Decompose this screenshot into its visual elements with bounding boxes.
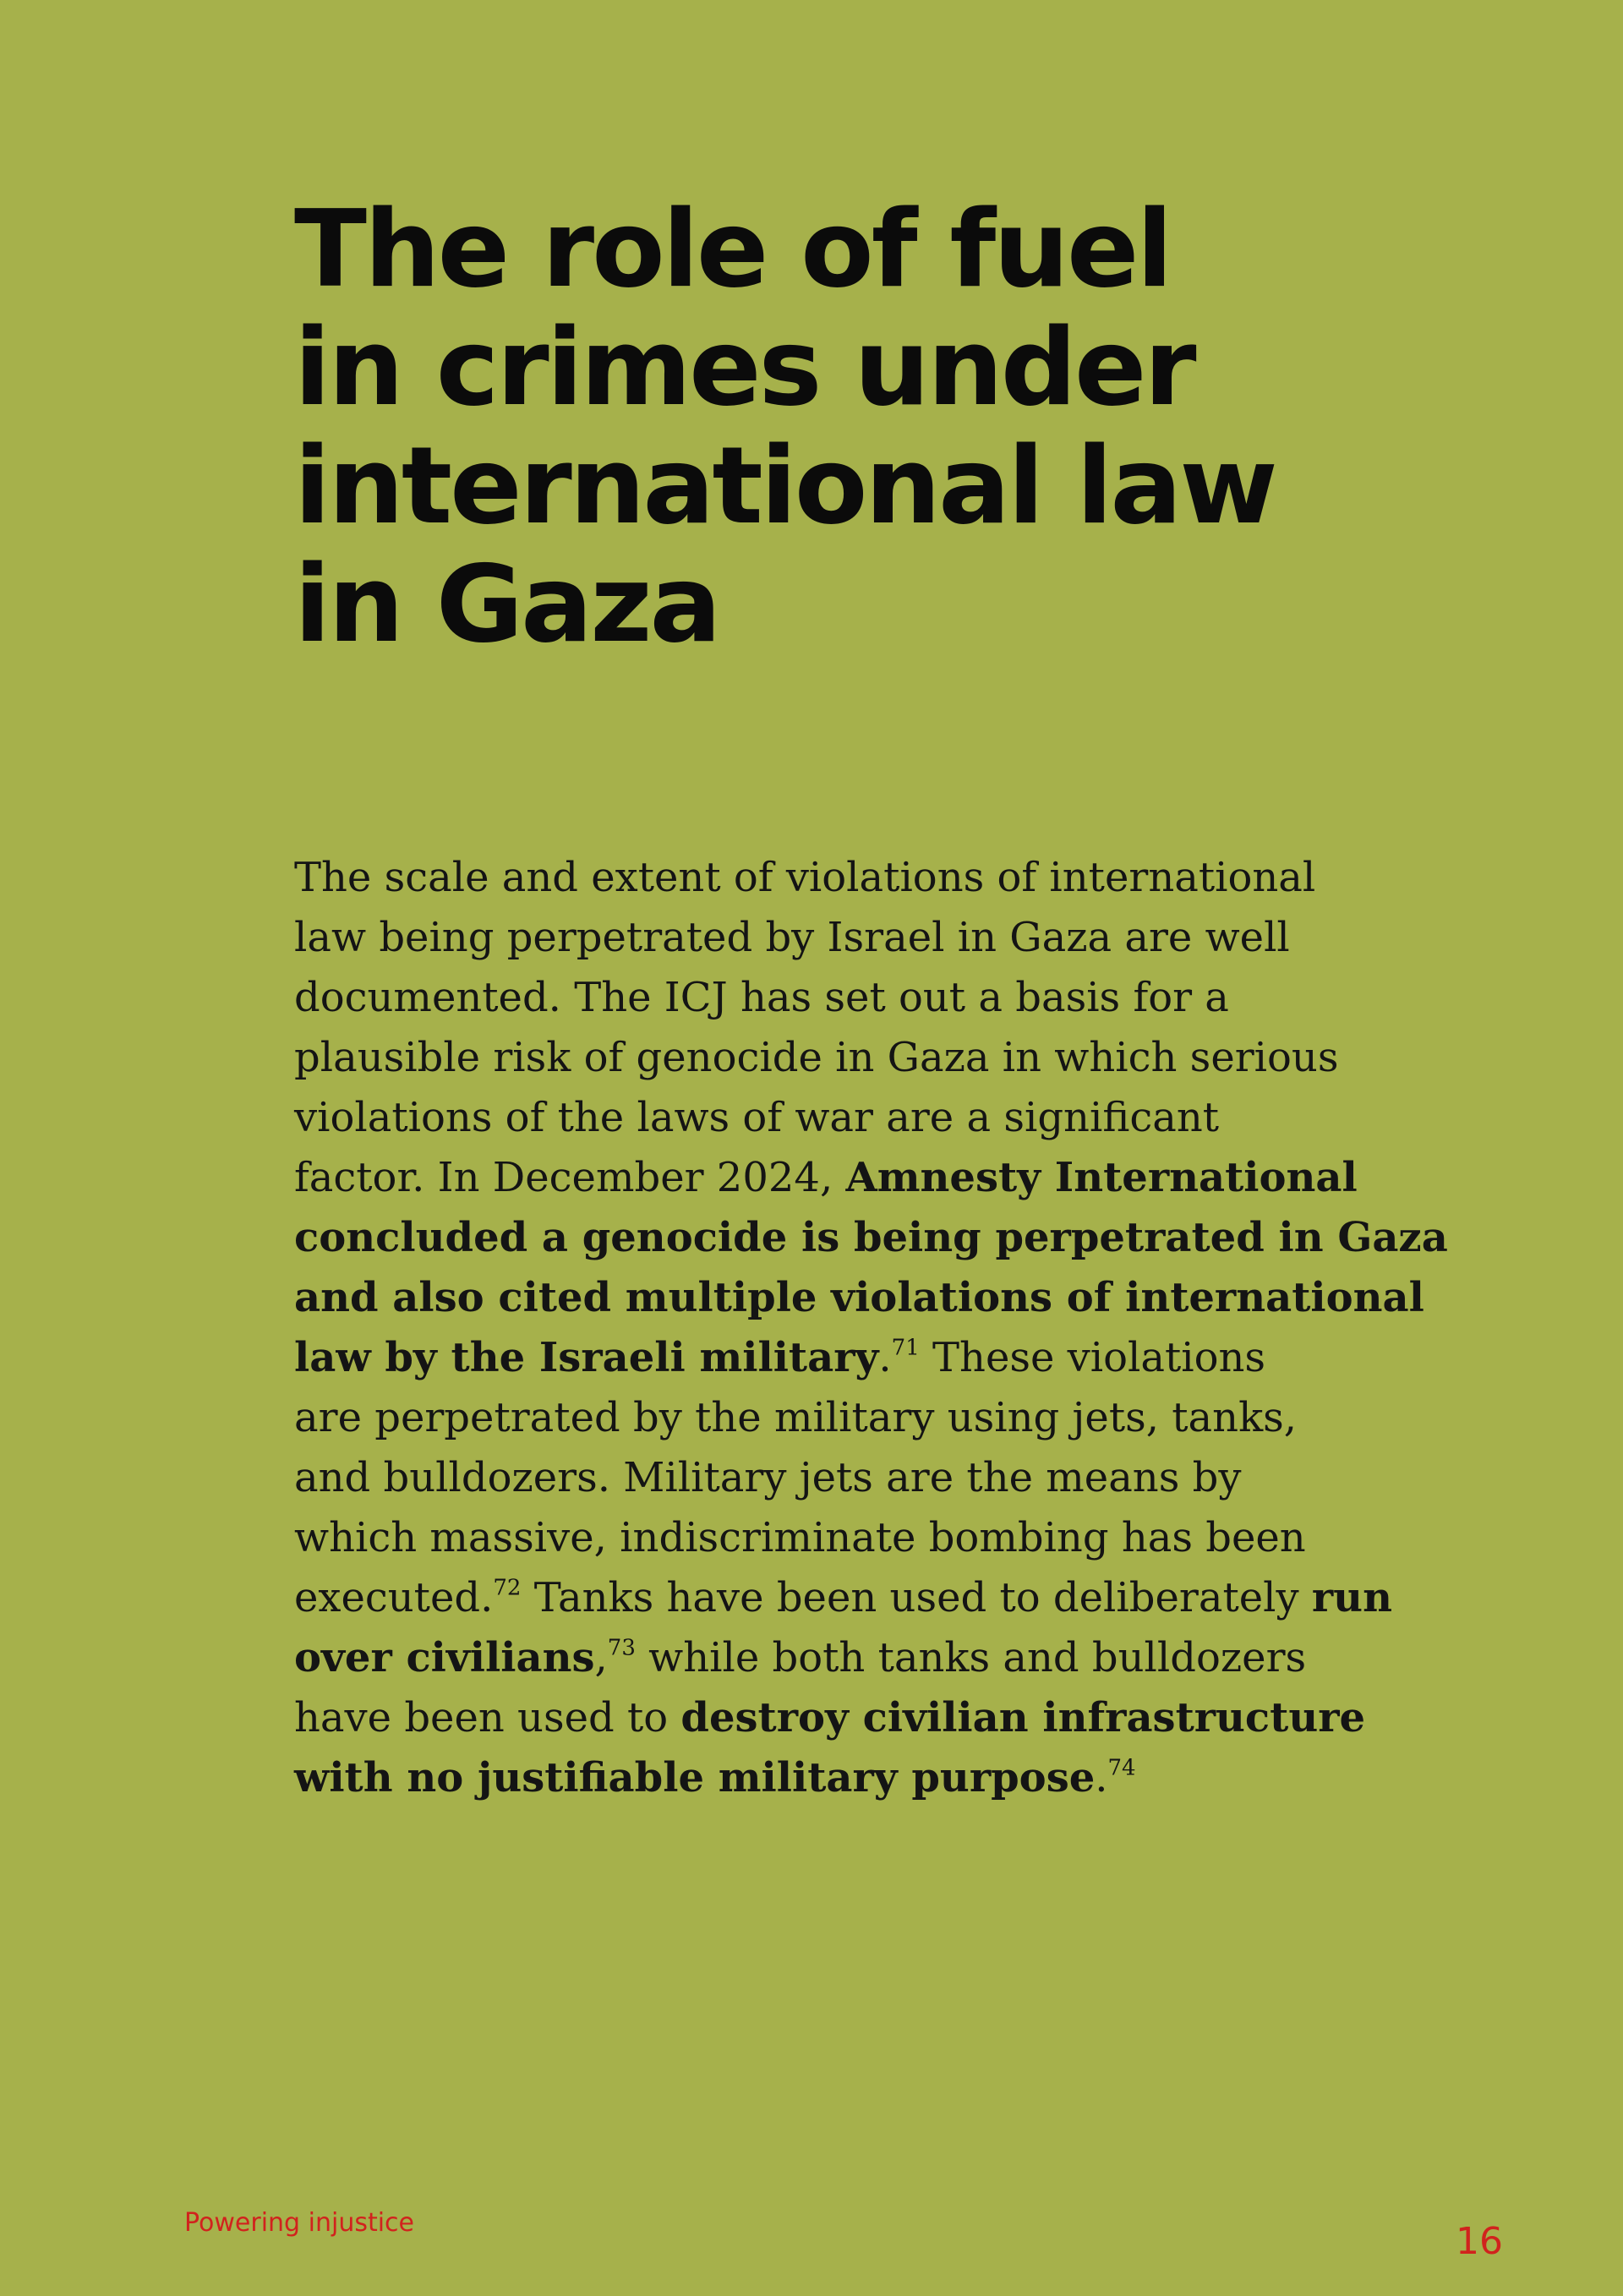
bold-emphasis: and also cited multiple violations of international	[294, 1274, 1424, 1321]
body-line	[294, 1568, 1410, 1628]
title-line-4: in Gaza	[294, 542, 719, 666]
body-line	[294, 1748, 1410, 1808]
body-line: law being perpetrated by Israel in Gaza are well	[294, 914, 1290, 961]
text-segment: have been used to	[294, 1694, 681, 1741]
bold-emphasis: concluded a genocide is being perpetrated in Gaza	[294, 1214, 1448, 1261]
body-line	[294, 1148, 1410, 1208]
body-line	[294, 1268, 1424, 1328]
body-line: which massive, indiscriminate bombing has been	[294, 1514, 1306, 1561]
bold-emphasis: over civilians	[294, 1634, 595, 1681]
bold-emphasis: Amnesty International	[845, 1154, 1358, 1201]
body-line: and bulldozers. Military jets are the means by	[294, 1454, 1242, 1501]
body-line: plausible risk of genocide in Gaza in which serious	[294, 1034, 1339, 1081]
bold-emphasis: with no justifiable military purpose	[294, 1754, 1096, 1801]
bold-emphasis: run	[1311, 1574, 1392, 1621]
text-segment: These violations	[919, 1334, 1266, 1381]
body-line	[294, 1328, 1410, 1388]
body-line: documented. The ICJ has set out a basis for a	[294, 974, 1229, 1021]
footnote-ref-71: 71	[891, 1335, 920, 1361]
publication-name: Powering injustice	[184, 2208, 415, 2238]
body-paragraph	[294, 848, 1448, 1808]
bold-emphasis: law by the Israeli military	[294, 1334, 879, 1381]
body-line	[294, 1688, 1410, 1748]
text-segment: executed.	[294, 1574, 494, 1621]
page-number: 16	[1456, 2220, 1503, 2263]
body-line	[294, 1628, 1410, 1688]
body-line: violations of the laws of war are a significant	[294, 1094, 1220, 1141]
text-segment: while both tanks and bulldozers	[635, 1634, 1307, 1681]
text-segment: .	[878, 1334, 892, 1381]
title-line-2: in crimes under	[294, 305, 1194, 429]
page-title	[294, 187, 1393, 666]
text-segment: ,	[594, 1634, 608, 1681]
text-segment: factor. In December 2024,	[294, 1154, 846, 1201]
text-segment: .	[1095, 1754, 1108, 1801]
title-line-3: international law	[294, 424, 1276, 548]
text-segment: Tanks have been used to deliberately	[521, 1574, 1312, 1621]
footnote-ref-73: 73	[607, 1635, 636, 1661]
footnote-ref-74: 74	[1107, 1755, 1136, 1781]
body-line: The scale and extent of violations of international	[294, 854, 1316, 901]
body-line	[294, 1208, 1448, 1268]
body-line: are perpetrated by the military using jets, tanks,	[294, 1394, 1298, 1441]
bold-emphasis: destroy civilian infrastructure	[680, 1694, 1366, 1741]
title-line-1: The role of fuel	[294, 187, 1171, 311]
footnote-ref-72: 72	[493, 1575, 522, 1601]
